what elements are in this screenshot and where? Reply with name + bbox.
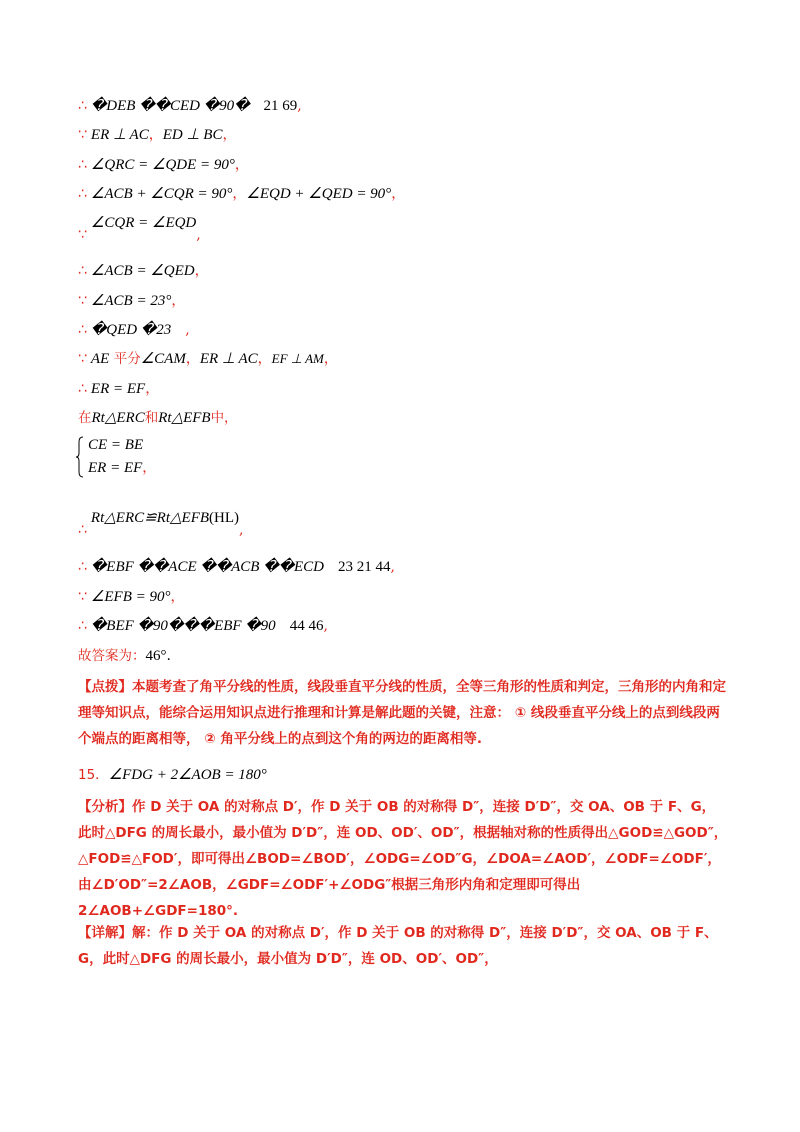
therefore-symbol: ∴ [78, 522, 87, 538]
text: 和 [144, 410, 159, 426]
proof-line-10 [78, 379, 159, 399]
proof-line-14 [78, 587, 184, 607]
punct: ， [145, 381, 160, 397]
punct: ， [234, 157, 249, 173]
equation: ∠EFB = 90° [90, 589, 171, 605]
text: 平分 [113, 351, 141, 367]
because-symbol: ∵ [78, 351, 87, 367]
equation: ∠ACB = 23° [90, 293, 172, 309]
equation: Rt△EFB [158, 410, 211, 426]
equation: �EBF ��ACE ��ACB ��ECD [90, 559, 324, 575]
proof-line-15 [78, 616, 328, 636]
therefore-symbol: ∴ [78, 618, 87, 634]
text: 在 [78, 410, 92, 426]
equation: ER = EF [90, 381, 146, 397]
punct: . [166, 648, 171, 664]
proof-line-9 [78, 349, 338, 369]
punct: , [239, 522, 244, 538]
equation: �BEF �90���EBF �90 [90, 618, 276, 634]
proof-line-12 [78, 508, 244, 540]
system-line-2 [88, 458, 156, 478]
system-brace [76, 436, 84, 478]
proof-line-11 [78, 408, 238, 428]
question-15 [78, 765, 267, 785]
equation: ER = EF [88, 460, 143, 476]
equation: AE [90, 351, 110, 367]
punct: ， [391, 186, 406, 202]
text: 中， [210, 410, 238, 426]
equation: ∠ACB = ∠QED [90, 263, 195, 279]
therefore-symbol: ∴ [78, 322, 87, 338]
proof-line-13 [78, 557, 395, 577]
answer-value: 46° [145, 648, 167, 664]
equation: EF ⊥ AM [271, 351, 324, 366]
equation-values: 21 69 [263, 98, 298, 114]
equation: Rt△ERC [91, 410, 145, 426]
equation: ER ⊥ AC [199, 351, 258, 367]
therefore-symbol: ∴ [78, 157, 87, 173]
equation: ∠EQD + ∠QED = 90° [246, 186, 392, 202]
punct: ， [170, 589, 185, 605]
punct: , [297, 98, 302, 114]
punct: , [390, 559, 395, 575]
answer-line [78, 646, 171, 666]
punct: ， [185, 351, 200, 367]
equation: �QED �23 [90, 322, 172, 338]
equation: ∠FDG + 2∠AOB = 180° [108, 767, 267, 783]
because-symbol: ∵ [78, 293, 87, 309]
punct: , [185, 322, 190, 338]
punct: ， [232, 186, 247, 202]
answer-label: 故答案为： [78, 648, 146, 664]
equation: Rt△ERC≌Rt△EFB [90, 510, 210, 526]
punct: , [323, 618, 328, 634]
therefore-symbol: ∴ [78, 186, 87, 202]
proof-line-6 [78, 261, 209, 281]
therefore-symbol: ∴ [78, 559, 87, 575]
therefore-symbol: ∴ [78, 98, 87, 114]
equation-values: 44 46 [289, 618, 324, 634]
because-symbol: ∵ [78, 227, 87, 243]
equation: ∠CQR = ∠EQD [90, 215, 197, 231]
proof-line-2 [78, 125, 236, 145]
proof-line-3 [78, 155, 249, 175]
punct: ， [323, 351, 338, 367]
equation: ED ⊥ BC [162, 127, 223, 143]
because-symbol: ∵ [78, 127, 87, 143]
system-line-1 [88, 435, 143, 455]
equation: CE = BE [88, 437, 144, 453]
equation: ∠QRC = ∠QDE = 90° [90, 157, 235, 173]
equation-values: 23 21 44 [338, 559, 391, 575]
punct: ， [148, 127, 163, 143]
punct: ， [257, 351, 272, 367]
punct: ， [222, 127, 237, 143]
proof-line-7 [78, 291, 185, 311]
because-symbol: ∵ [78, 589, 87, 605]
proof-line-4 [78, 184, 405, 204]
equation: ER ⊥ AC [90, 127, 149, 143]
punct: , [196, 227, 201, 243]
therefore-symbol: ∴ [78, 381, 87, 397]
proof-line-1 [78, 96, 302, 116]
punct: ， [142, 460, 157, 476]
fenxi-paragraph: 【分析】作 D 关于 OA 的对称点 D′，作 D 关于 OB 的对称得 D″，连接 D′D″，交 OA、OB 于 F、G，此时△DFG 的周长最小，最小值为 D′D″，连 OD、OD′、OD″，根据轴对称的性质得出△GOD≌△GOD″，△FOD≌△FOD′，即可得出∠BOD=∠BOD′，∠ODG=∠OD″G，∠DOA=∠AOD′，∠ODF=∠ODF′，由∠D′OD″=2∠AOB，∠GDF=∠ODF′+∠ODG″根据三角形内角和定理即可得出 2∠AOB+∠GDF=180°. [78, 799, 728, 919]
equation: �DEB ��CED �90� [90, 98, 250, 114]
equation: (HL) [209, 510, 240, 526]
equation: ∠ACB + ∠CQR = 90° [90, 186, 233, 202]
question-number: 15． [78, 767, 109, 783]
punct: ， [171, 293, 186, 309]
xiangjie-paragraph: 【详解】解：作 D 关于 OA 的对称点 D′，作 D 关于 OB 的对称得 D″，连接 D′D″，交 OA、OB 于 F、G，此时△DFG 的周长最小，最小值为 D′D″，连 OD、OD′、OD″， [78, 925, 718, 967]
proof-line-5 [78, 213, 201, 245]
punct: ， [194, 263, 209, 279]
therefore-symbol: ∴ [78, 263, 87, 279]
dianbo-paragraph: 【点拨】本题考查了角平分线的性质，线段垂直平分线的性质，全等三角形的性质和判定，三角形的内角和定理等知识点，能综合运用知识点进行推理和计算是解此题的关键，注意： ① 线段垂直平分线上的点到线段两个端点的距离相等， ② 角平分线上的点到这个角的两边的距离相等. [78, 679, 726, 747]
proof-line-8 [78, 320, 190, 340]
equation: ∠CAM [140, 351, 186, 367]
